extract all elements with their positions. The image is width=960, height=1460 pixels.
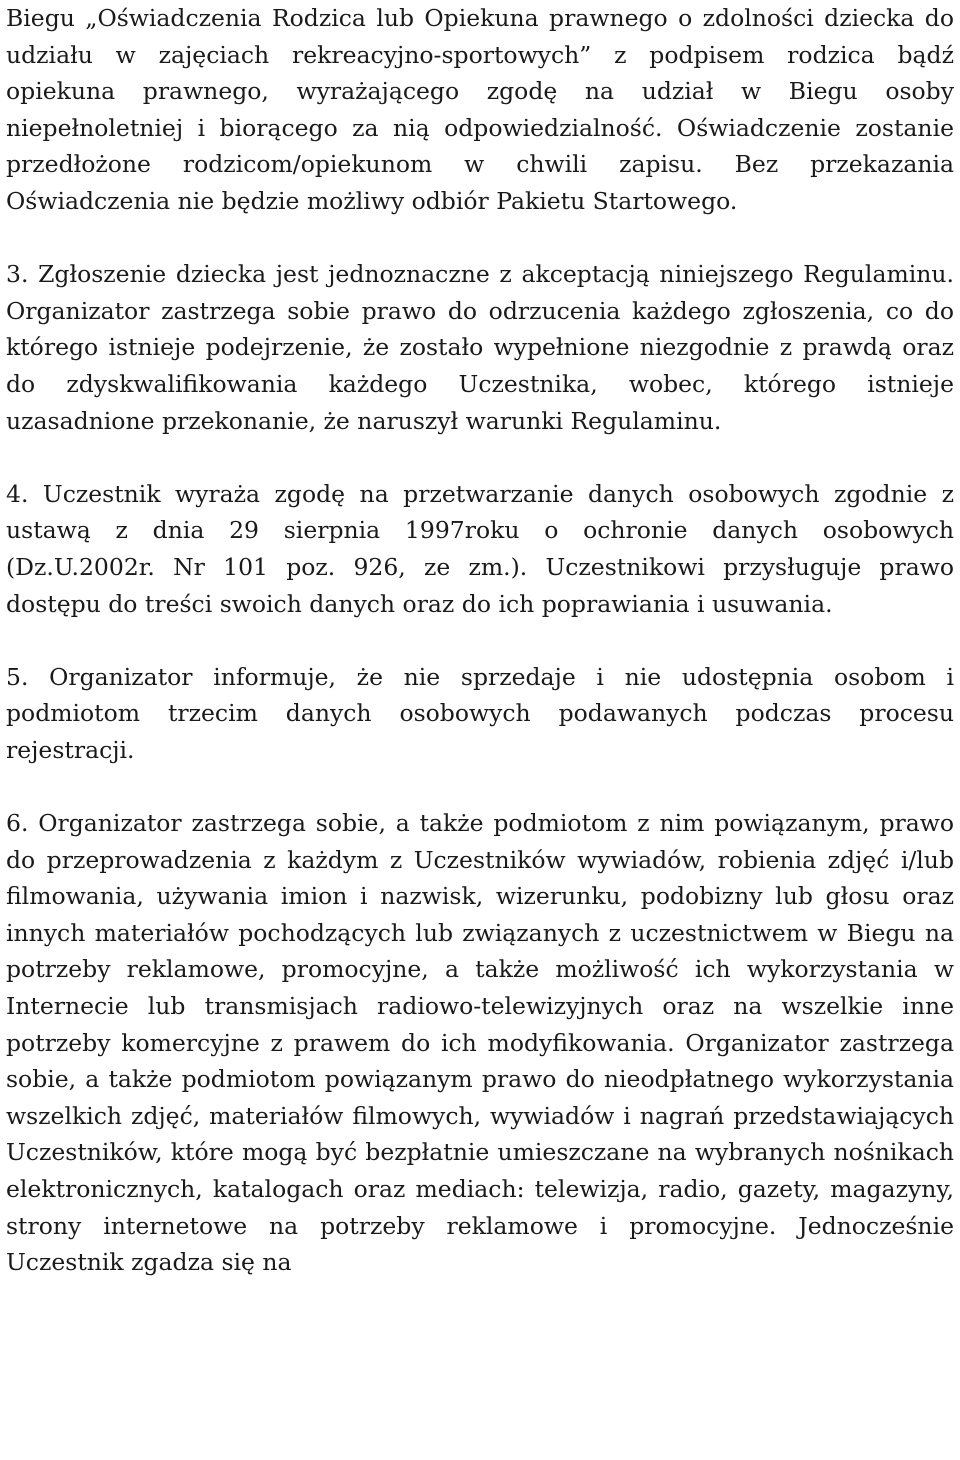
paragraph-5-data-not-shared: 5. Organizator informuje, że nie sprzedaje i nie udostępnia osobom i podmiotom trzecim danych osobowych podawanych podczas procesu rejestracji. [6,662,954,764]
paragraph-gap [6,220,954,257]
paragraph-6-image-rights: 6. Organizator zastrzega sobie, a także podmiotom z nim powiązanym, prawo do przeprowadzenia z każdym z Uczestników wywiadów, robienia zdjęć i/lub filmowania, używania imion i nazwisk, wizerunku, podobizny lub głosu oraz innych materiałów pochodzących lub związanych z uczestnictwem w Biegu na potrzeby reklamowe, promocyjne, a także możliwość ich wykorzystania w Internecie lub transmisjach radiowo-telewizyjnych oraz na wszelkie inne potrzeby komercyjne z prawem do ich modyfikowania. Organizator zastrzega sobie, a także podmiotom powiązanym prawo do nieodpłatnego wykorzystania wszelkich zdjęć, materiałów filmowych, wywiadów i nagrań przedstawiających Uczestników, które mogą być bezpłatnie umieszczane na wybranych nośnikach elektronicznych, katalogach oraz mediach: telewizja, radio, gazety, magazyny, strony internetowe na potrzeby reklamowe i promocyjne. Jednocześnie Uczestnik zgadza się na [6,809,954,1277]
paragraph-gap [6,768,954,805]
paragraph-3-child-registration: 3. Zgłoszenie dziecka jest jednoznaczne z akceptacją niniejszego Regulaminu. Organizator zastrzega sobie prawo do odrzucenia każdego zgłoszenia, co do którego istnieje podejrzenie, że zostało wypełnione niezgodnie z prawdą oraz do zdyskwalifikowania każdego Uczestnika, wobec, którego istnieje uzasadnione przekonanie, że naruszył warunki Regulaminu. [6,260,954,435]
paragraph-4-personal-data-consent: 4. Uczestnik wyraża zgodę na przetwarzanie danych osobowych zgodnie z ustawą z dnia 29 sierpnia 1997roku o ochronie danych osobowych (Dz.U.2002r. Nr 101 poz. 926, ze zm.). Uczestnikowi przysługuje prawo dostępu do treści swoich danych oraz do ich poprawiania i usuwania. [6,479,954,618]
paragraph-gap [6,439,954,476]
paragraph-gap [6,622,954,659]
paragraph-statement-continuation: Biegu „Oświadczenia Rodzica lub Opiekuna prawnego o zdolności dziecka do udziału w zajęciach rekreacyjno-sportowych” z podpisem rodzica bądź opiekuna prawnego, wyrażającego zgodę na udział w Biegu osoby niepełnoletniej i biorącego za nią odpowiedzialność. Oświadczenie zostanie przedłożone rodzicom/opiekunom w chwili zapisu. Bez przekazania Oświadczenia nie będzie możliwy odbiór Pakietu Startowego. [6,4,954,215]
